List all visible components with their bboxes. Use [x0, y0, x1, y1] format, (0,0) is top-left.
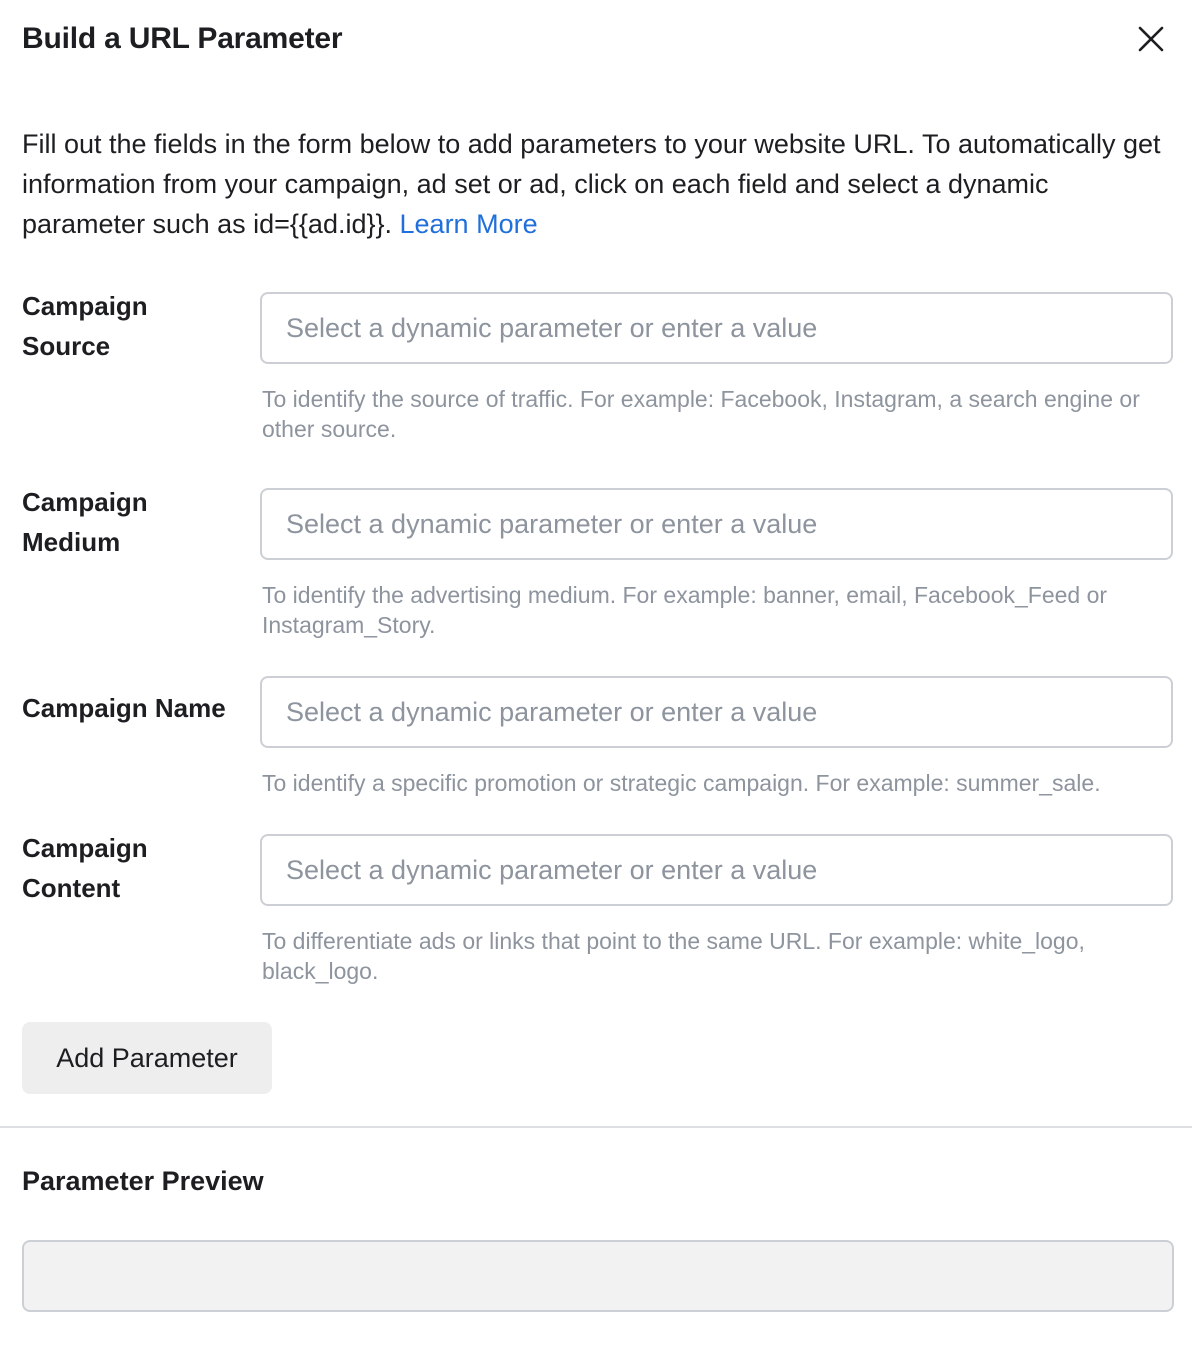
campaign-name-input[interactable] — [260, 676, 1173, 748]
campaign-medium-input[interactable] — [260, 488, 1173, 560]
field-label: Campaign Medium — [22, 487, 148, 557]
dialog-header — [22, 20, 1170, 60]
learn-more-link[interactable]: Learn More — [399, 209, 538, 239]
field-help-text: To identify the advertising medium. For example: banner, email, Facebook_Feed or Instagram_Story. — [262, 582, 1108, 638]
campaign-source-input[interactable] — [260, 292, 1173, 364]
field-label: Campaign Content — [22, 833, 148, 903]
close-button[interactable] — [1136, 24, 1166, 54]
field-help-text: To identify the source of traffic. For example: Facebook, Instagram, a search engine or other source. — [262, 386, 1140, 442]
parameter-preview-box — [22, 1240, 1174, 1312]
close-icon — [1136, 24, 1166, 54]
field-help-text: To identify a specific promotion or strategic campaign. For example: summer_sale. — [262, 770, 1101, 796]
campaign-content-input[interactable] — [260, 834, 1173, 906]
field-label: Campaign Source — [22, 291, 148, 361]
add-parameter-button[interactable]: Add Parameter — [22, 1022, 272, 1094]
intro-body: Fill out the fields in the form below to add parameters to your website URL. To automatically get information from your campaign, ad set or ad, click on each field and select a dynamic parameter such as id={{ad.id}}. — [22, 129, 1161, 239]
field-label: Campaign Name — [22, 693, 226, 723]
field-help-text: To differentiate ads or links that point to the same URL. For example: white_logo, black_logo. — [262, 928, 1085, 984]
dialog-title: Build a URL Parameter — [22, 22, 343, 55]
intro-text — [22, 124, 1172, 244]
parameter-preview-title: Parameter Preview — [22, 1166, 264, 1196]
section-divider — [0, 1126, 1192, 1128]
